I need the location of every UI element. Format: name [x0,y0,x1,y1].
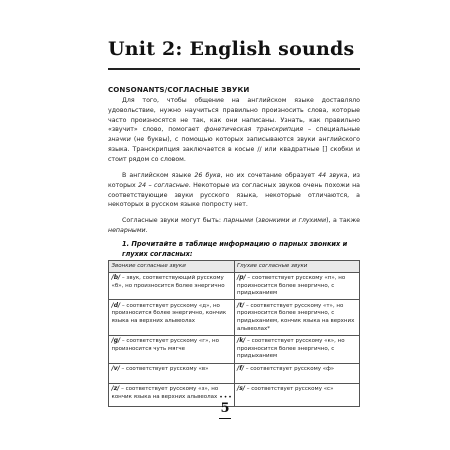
title-underline [108,68,360,70]
table-row [109,363,360,383]
phoneme-description: – соответствует русскому «г», но произносится чуть мягче [111,338,219,352]
unit-title: Unit 2: English sounds [108,38,355,60]
paragraph-letters-text-c: , из которых [108,172,361,189]
paragraph-consonant-types [108,216,360,236]
table-row [109,300,360,335]
table-header-voiceless: Глухие согласные звуки [234,261,360,273]
paragraph-types-emphasis-a: парными [223,217,254,224]
exercise-title: 1. Прочитайте в таблице информацию о парных звонких и глухих согласных: [122,240,348,258]
page-number-underline [219,418,231,419]
table-cell-voiced [109,300,235,335]
table-cell-voiceless [234,335,360,363]
table-cell-voiced [109,272,235,300]
table-cell-voiced [109,335,235,363]
paragraph-letters-text-d: . Некоторые из согласных звуков очень похожи на соответствующие звуки русского языка, некоторые отличаются, а некоторых в русском языке попросту нет. [108,181,361,209]
phoneme-symbol: /v/ [111,365,120,373]
paragraph-intro-text-b: – специальные [303,126,360,134]
paragraph-intro-text-a: Для того, чтобы общение на английском языке доставляло удовольствие, нужно научиться правильно произносить слова, которые часто произносятся не так, как они написаны. Узнать, как правильно «звучит» слово, помогает [108,97,360,134]
phoneme-symbol: /z/ [111,385,120,393]
paragraph-letters-emphasis-a: 26 букв [194,172,221,179]
phoneme-description: – соответствует русскому «з», но кончик языка на верхних альвеолах [111,386,219,400]
page-number: 5 [220,401,230,416]
paragraph-letters-emphasis-c: 24 – согласные [138,181,189,189]
phoneme-symbol: /s/ [237,385,245,393]
paragraph-letters-emphasis-b: 44 звука [318,172,348,179]
table-header-row [109,261,360,273]
paragraph-letters-sounds [108,171,360,210]
phoneme-symbol: /t/ [237,301,245,309]
paragraph-types-text-c: ), а также [326,217,360,224]
paragraph-types-emphasis-b: звонкими и глухими [258,217,327,224]
paragraph-types-text-a: Согласные звуки могут быть: [122,217,224,224]
paragraph-types-text-d: . [145,226,148,234]
phoneme-symbol: /d/ [111,301,121,309]
table-cell-voiceless [234,272,360,300]
phoneme-symbol: /p/ [237,274,246,282]
table-cell-voiceless [234,300,360,335]
phoneme-symbol: /f/ [237,365,244,373]
paragraph-letters-text-a: В английском языке [122,172,195,179]
phoneme-symbol: /b/ [111,274,121,282]
paragraph-types-text-b: ( [253,217,259,224]
table-cell-voiceless [234,363,360,383]
table-cell-voiced [109,363,235,383]
table-row [109,335,360,363]
paragraph-intro [108,96,360,165]
table-cell-voiceless [234,383,360,406]
paragraph-letters-text-b: , но их сочетание образует [220,172,319,179]
phoneme-description: – соответствует русскому «ф» [244,366,335,373]
phoneme-description: – звук, соответствующий русскому «б», но произносится более энергично [111,275,225,289]
phoneme-description: – соответствует русскому «т», но произносится более энергично, с придыханием, кончик языка на верхних альвеолах* [237,302,355,332]
table-header-voiced: Звонкие согласные звуки [109,261,235,273]
paragraph-types-emphasis-c: непарными [108,226,146,234]
phoneme-description: – соответствует русскому «п», но произносится более энергично, с придыханием [237,275,346,297]
section-title: CONSONANTS/СОГЛАСНЫЕ ЗВУКИ [108,85,250,94]
phoneme-description: – соответствует русскому «в» [119,366,209,373]
phoneme-description: – соответствует русскому «к», но произносится более энергично, с придыханием [237,338,345,360]
table-row [109,272,360,300]
paragraph-intro-emphasis-b: значки [108,136,131,144]
consonant-pairs-table [108,260,360,407]
paragraph-intro-emphasis-a: фонетическая транскрипция [204,126,304,134]
page-number-ornament: ••• [219,394,233,401]
phoneme-description: – соответствует русскому «с» [244,386,334,393]
phoneme-symbol: /g/ [111,337,121,345]
paragraph-intro-text-c: (не буквы), с помощью которых записываются звуки английского языка. Транскрипция заключается в косые // или квадратные [] скобки и стоит рядом со словом. [108,136,360,163]
phoneme-symbol: /k/ [237,337,246,345]
phoneme-description: – соответствует русскому «д», но произносится более энергично, кончик языка на верхних альвеолах [111,302,227,325]
